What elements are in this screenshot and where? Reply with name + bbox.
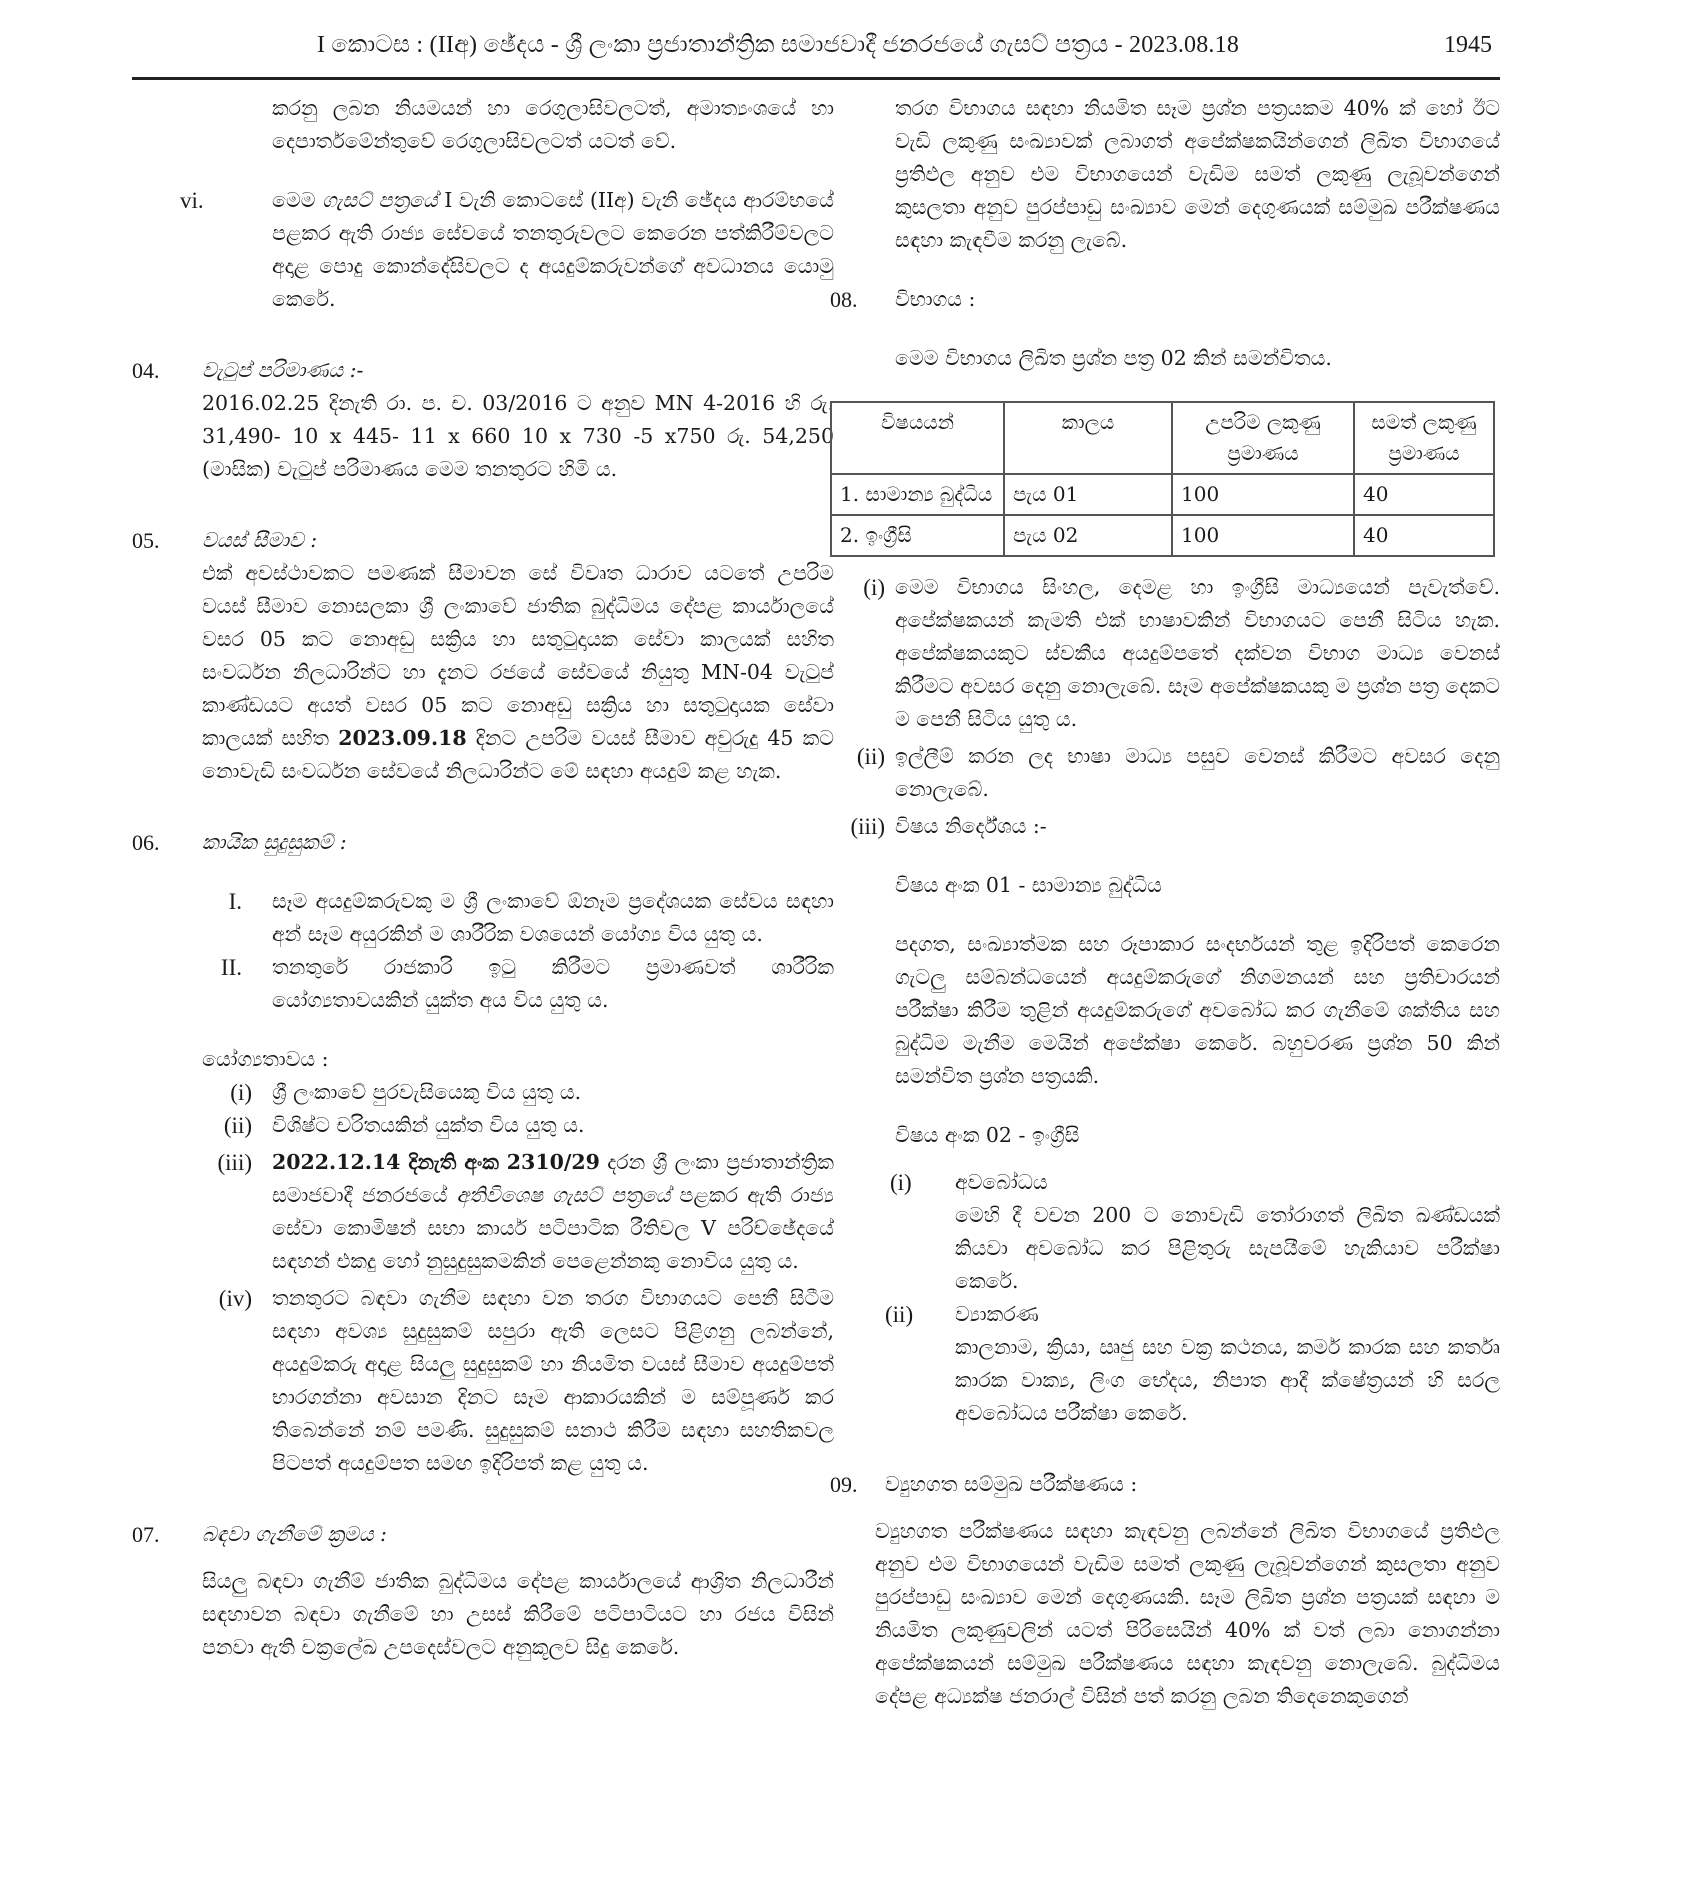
section-05-age-limit [132,524,834,788]
section-body: එක් අවස්ථාවකට පමණක් සීමාවන සේ විවෘත ධාරාව යටතේ උපරිම වයස් සීමාව නොසලකා ශ්‍රී ලංකාවේ ජාතික බුද්ධිමය දේපළ කාර්යාලයේ වසර 05 කට නොඅඩු සක්‍රිය හා සතුටුදායක සේවා කාලයක් සහිත සංවර්ධන නිලධාරින්ට හා දැනට රජයේ සේවයේ නියුතු MN-04 වැටුප් කාණ්ඩයට අයත් වසර 05 කට නොඅඩු සක්‍රිය හා සතුටුදායක සේවා කාලයක් සහිත 2023.09.18 දිනට උපරිම වයස් සීමාව අවුරුදු 45 කට නොවැඩි සංවර්ධන සේවයේ නිලධාරින්ට මේ සඳහා අයදුම් කළ හැක. [202,561,834,783]
syllabus-item [830,1166,1500,1298]
item-text: මෙහි දී වචන 200 ට නොවැඩි තෝරාගත් ලිඛිත ඛණ්ඩයක් කියවා අවබෝධ කර පිළිතුරු සැපයීමේ හැකියාව පරීක්ෂා කෙරේ. [955,1203,1500,1293]
col-header-duration: කාලය [1004,402,1172,474]
note-label: (i) [863,575,885,600]
item-label: (iii) [217,1150,252,1175]
section-heading: විභාගය : [895,287,976,311]
section-06-physical-qualifications [132,826,834,1480]
section-04-salary-scale [132,354,834,486]
page-number: 1945 [1444,32,1492,58]
item-text: සෑම අයදුම්කරුවකු ම ශ්‍රී ලංකාවේ ඕනෑම ප්‍රදේශයක සේවය සඳහා අන් සෑම අයුරකින් ම ශාරීරික වශයෙන් යෝග්‍ය විය යුතු ය. [272,889,834,946]
cell-pass-marks: 40 [1354,515,1494,556]
col-header-pass-marks: සමත් ලකුණු ප්‍රමාණය [1354,402,1494,474]
item-title: ව්‍යාකරණ [955,1302,1039,1326]
section-heading: බඳවා ගැනීමේ ක්‍රමය : [202,1522,387,1546]
section-heading: වයස් සීමාව : [202,528,318,552]
section-heading: කායික සුදුසුකම් : [202,830,347,854]
continued-paragraph: කරනු ලබන නියමයන් හා රෙගුලාසිවලටත්, අමාත්‍යංශයේ හා දෙපාර්තමේන්තුවේ රෙගුලාසිවලටත් යටත් වේ. [272,96,834,153]
item-text: කාලනාම, ක්‍රියා, ඍජු සහ වක්‍ර කථනය, කර්ම කාරක සහ කර්තෘ කාරක වාක්‍ය, ලිංග භේදය, නිපාත ආදී ක්ෂේත්‍රයන් හි සරල අවබෝධය පරීක්ෂා කෙරේ. [955,1335,1501,1425]
section-number: 06. [132,830,160,855]
note-label: (iii) [850,814,885,839]
cell-subject: 2. ඉංග්‍රීසි [831,515,1004,556]
item-title: අවබෝධය [955,1170,1048,1194]
col-header-max-marks: උපරිම ලකුණු ප්‍රමාණය [1172,402,1354,474]
section-body: ව්‍යුහගත පරීක්ෂණය සඳහා කැඳවනු ලබන්නේ ලිඛිත විභාගයේ ප්‍රතිඵල අනුව එම විභාගයෙන් වැඩිම සමත් ලකුණු ලැබූවන්ගෙන් කුසලතා අනුව පුරප්පාඩු සංඛ්‍යාව මෙන් දෙගුණයකි. සෑම ලිඛිත ප්‍රශ්න පත්‍රයක් සඳහා ම නියමිත ලකුණුවලින් යටත් පිරිසෙයින් 40% ක් වත් ලබා නොගන්නා අපේක්ෂකයන් සම්මුඛ පරීක්ෂණය සඳහා කැඳවනු නොලැබේ. බුද්ධිමය දේපළ අධ්‍යක්ෂ ජනරාල් විසින් පත් කරනු ලබන තිදෙනෙකුගෙන් [875,1519,1500,1708]
col-header-subjects: විෂයයන් [831,402,1004,474]
eligibility-item [132,1109,834,1142]
header-rule [132,77,1500,80]
section-07-recruitment-method [132,1518,834,1664]
eligibility-item [132,1076,834,1109]
item-label: (i) [890,1170,912,1195]
roman-item [132,951,834,1017]
table-header-row [831,402,1494,474]
section-heading: ව්‍යුහගත සම්මුඛ පරීක්ෂණය : [885,1472,1138,1496]
section-body: සියලු බඳවා ගැනීම් ජාතික බුද්ධිමය දේපළ කාර්යාලයේ ආශ්‍රිත නිලධාරීන් සඳහාවන බඳවා ගැනීමේ හා උසස් කිරීමේ පටිපාටියට හා රජය විසින් පනවා ඇති චක්‍රලේඛ උපදෙස්වලට අනුකූලව සිදු කෙරේ. [202,1569,834,1659]
clause-label: vi. [180,188,204,213]
item-text: ශ්‍රී ලංකාවේ පුරවැසියෙකු විය යුතු ය. [272,1080,582,1104]
note-label: (ii) [856,744,885,769]
cell-pass-marks: 40 [1354,474,1494,515]
section-intro: මෙම විභාගය ලිඛිත ප්‍රශ්න පත්‍ර 02 කින් සමන්විතය. [895,346,1332,370]
item-text: තනතුරේ රාජකාරි ඉටු කිරීමට ප්‍රමාණවත් ශාරීරික යෝග්‍යතාවයකින් යුක්ත අය විය යුතු ය. [272,955,834,1012]
table-row [831,515,1494,556]
syllabus-subject-1-body: පදගත, සංඛ්‍යාත්මක සහ රූපාකාර සංදර්භයන් තුළ ඉදිරිපත් කෙරෙන ගැටලු සම්බන්ධයෙන් අයදුම්කරුගේ නිගමනයන් සහ ප්‍රතිචාරයන් පරීක්ෂා කිරීම තුළින් අයදුම්කරුගේ අවබෝධ කර ගැනීමේ ශක්තිය සහ බුද්ධිම මැනීම මෙයින් අපේක්ෂා කෙරේ. බහුවරණ ප්‍රශ්න 50 කින් සමන්විත ප්‍රශ්න පත්‍රයකි. [895,932,1500,1088]
continued-paragraph: තරග විභාගය සඳහා නියමිත සෑම ප්‍රශ්න පත්‍රයකම 40% ක් හෝ ඊට වැඩි ලකුණු සංඛ්‍යාවක් ලබාගත් අපේක්ෂකයින්ගෙන් ලිඛිත විභාගයේ ප්‍රතිඵල අනුව එම විභාගයෙන් වැඩිම සමත් ලකුණු ලැබූවන්ගෙන් කුසලතා අනුව පුරප්පාඩු සංඛ්‍යාව මෙන් දෙගුණයක් සම්මුඛ පරීක්ෂණය සඳහා කැඳවීම කරනු ලැබේ. [895,96,1500,252]
cell-max-marks: 100 [1172,474,1354,515]
note-text: විෂය නිර්දේශය :- [895,814,1047,838]
syllabus-item [830,1298,1500,1430]
clause-text: මෙම ගැසට් පත්‍රයේ I වැනි කොටසේ (IIඅ) වැනි ඡේදය ආරම්භයේ පළකර ඇති රාජ්‍ය සේවයේ තනතුරුවලට කෙරෙන පත්කිරීම්වලට අදාළ පොදු කොන්දේසිවලට ද අයදුම්කරුවන්ගේ අවධානය යොමු කෙරේ. [272,188,834,311]
section-body: 2016.02.25 දිනැති රා. ප. ච. 03/2016 ට අනුව MN 4-2016 හි රු. 31,490- 10 x 445- 11 x 660 10 x 730 -5 x750 රු. 54,250 (මාසික) වැටුප් පරිමාණය මෙම තනතුරට හිමි ය. [202,391,834,481]
item-label: II. [220,955,242,980]
right-column [830,92,1500,1713]
section-number: 09. [830,1472,858,1497]
table-row [831,474,1494,515]
exam-note [830,571,1500,736]
cell-subject: 1. සාමාන්‍ය බුද්ධිය [831,474,1004,515]
item-label: (i) [230,1080,252,1105]
eligibility-heading: යෝග්‍යතාවය : [202,1047,329,1071]
exam-note [830,740,1500,806]
item-label: I. [228,889,242,914]
section-number: 08. [830,287,858,312]
gazette-running-title: I කොටස : (IIඅ) ඡේදය - ශ්‍රී ලංකා ප්‍රජාතාන්ත්‍රික සමාජවාදී ජනරජයේ ගැසට් පත්‍රය - 2023.08.18 [317,32,1240,58]
cell-duration: පැය 02 [1004,515,1172,556]
item-text: තනතුරට බඳවා ගැනීම සඳහා වන තරග විභාගයට පෙනී සිටීම සඳහා අවශ්‍ය සුදුසුකම් සපුරා ඇති ලෙසට පිළිගනු ලබන්නේ, අයදුම්කරු අදාළ සියලු සුදුසුකම් හා නියමිත වයස් සීමාව අයදුම්පත් භාරගන්නා අවසාන දිනට සෑම ආකාරයකින් ම සම්පූර්ණ කර තිබෙන්නේ නම් පමණි. සුදුසුකම් සනාථ කිරීම සඳහා සහතිකවල පිටපත් අයදුම්පත සමඟ ඉදිරිපත් කළ යුතු ය. [272,1286,834,1475]
eligibility-item [132,1146,834,1278]
item-text: 2022.12.14 දිනැති අංක 2310/29 දරන ශ්‍රී ලංකා ප්‍රජාතාන්ත්‍රික සමාජවාදී ජනරජයේ අතිවිශෙෂ ගැසට් පත්‍රයේ පළකර ඇති රාජ්‍ය සේවා කොමිෂන් සභා කාර්ය පටිපාටික රීතිවල V පරිච්ඡේදයේ සඳහන් එකදු හෝ නුසුදුසුකමකින් පෙළෙන්නකු නොවිය යුතු ය. [272,1150,835,1273]
exam-note [830,810,1500,843]
cell-duration: පැය 01 [1004,474,1172,515]
section-number: 05. [132,528,160,553]
item-label: (ii) [223,1113,252,1138]
section-heading: වැටුප් පරිමාණය :- [202,358,364,382]
left-column [132,92,834,1664]
eligibility-item [132,1282,834,1480]
roman-item [132,885,834,951]
item-text: විශිෂ්ට චරිතයකින් යුක්ත විය යුතු ය. [272,1113,585,1137]
section-number: 04. [132,358,160,383]
syllabus-subject-1-title: විෂය අංක 01 - සාමාන්‍ය බුද්ධිය [895,873,1162,897]
section-09-structured-interview [830,1468,1500,1713]
item-label: (ii) [885,1302,914,1327]
section-number: 07. [132,1522,160,1547]
cell-max-marks: 100 [1172,515,1354,556]
syllabus-subject-2-title: විෂය අංක 02 - ඉංග්‍රීසි [895,1123,1080,1147]
page-header [132,28,1500,78]
item-label: (iv) [218,1286,252,1311]
note-text: මෙම විභාගය සිංහල, දෙමළ හා ඉංග්‍රීසි මාධ්‍යයෙන් පැවැත්වේ. අපේක්ෂකයන් කැමති එක් භාෂාවකින් විභාගයට පෙනී සිටිය හැක. අපේක්ෂකයකුට ස්වකීය අයදුම්පතේ දක්වන විභාග මාධ්‍ය වෙනස් කිරීමට අවසර දෙනු නොලැබේ. සෑම අපේක්ෂකයකු ම ප්‍රශ්න පත්‍ර දෙකට ම පෙනී සිටිය යුතු ය. [895,575,1500,731]
exam-table [830,401,1495,557]
clause-vi [132,184,834,316]
note-text: ඉල්ලීම් කරන ලද භාෂා මාධ්‍ය පසුව වෙනස් කිරීමට අවසර දෙනු නොලැබේ. [895,744,1500,801]
section-08-examination [830,283,1500,1430]
